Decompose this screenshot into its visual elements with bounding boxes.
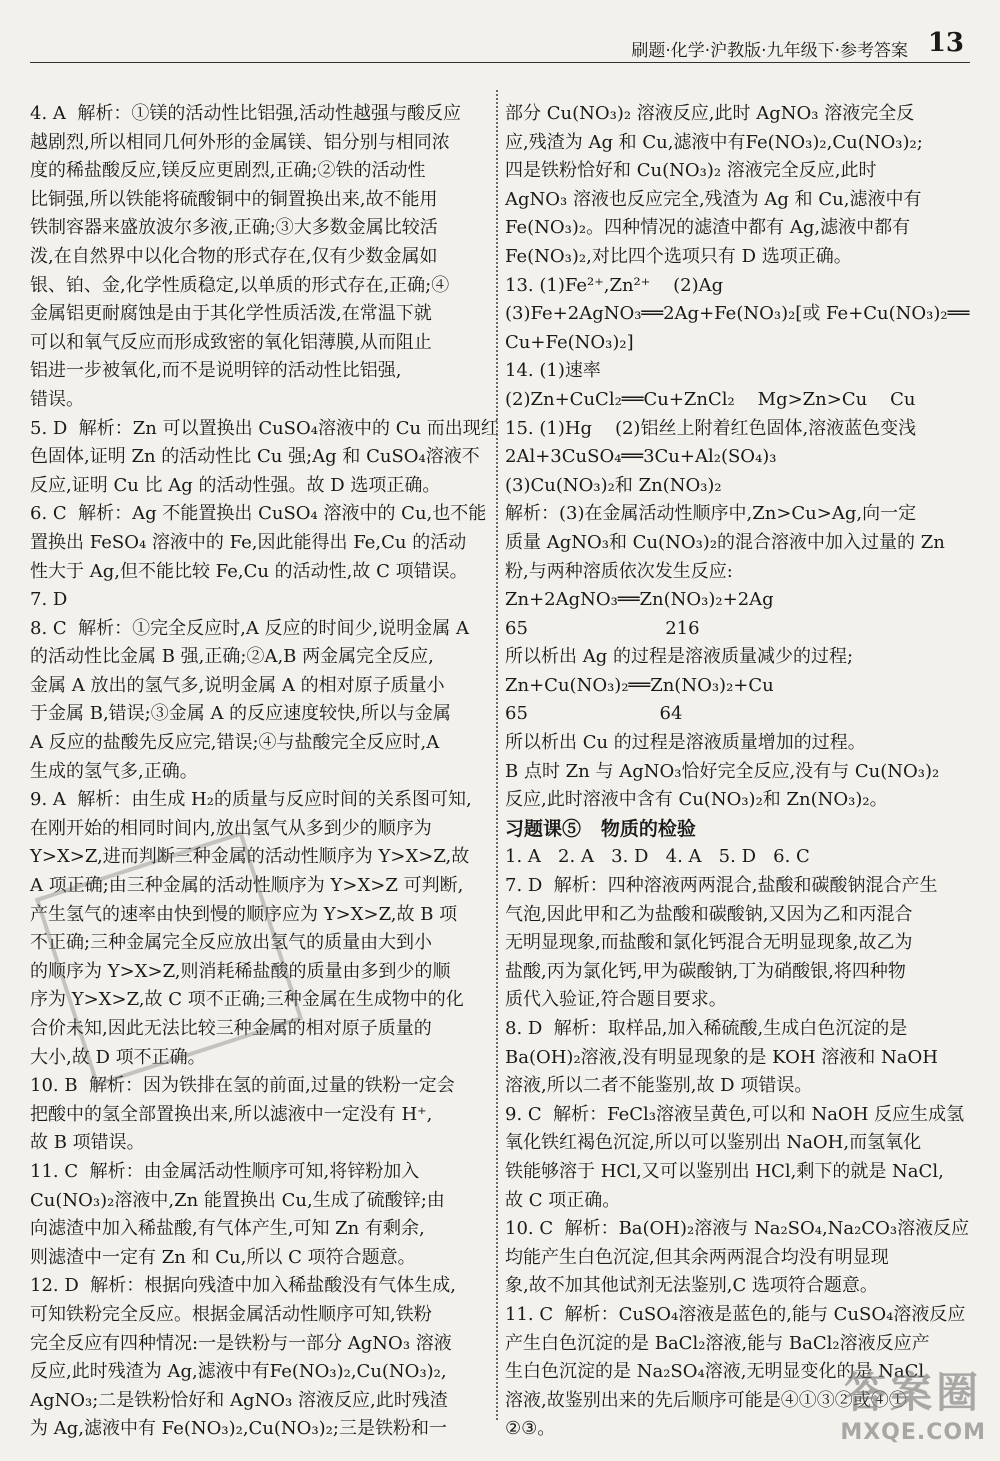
- text-line: 向滤渣中加入稀盐酸,有气体产生,可知 Zn 有剩余,: [30, 1218, 425, 1240]
- text-line: 置换出 FeSO₄ 溶液中的 Fe,因此能得出 Fe,Cu 的活动: [30, 531, 467, 553]
- text-line: Zn+2AgNO₃══Zn(NO₃)₂+2Ag: [505, 589, 774, 611]
- text-line: 8. C 解析：①完全反应时,A 反应的时间少,说明金属 A: [30, 617, 469, 639]
- text-line: 越剧烈,所以相同几何外形的金属镁、铝分别与相同浓: [30, 131, 450, 153]
- text-line: 度的稀盐酸反应,镁反应更剧烈,正确;②铁的活动性: [30, 160, 426, 182]
- text-line: 粉,与两种溶质依次发生反应:: [505, 560, 733, 582]
- text-line: 所以析出 Ag 的过程是溶液质量减少的过程;: [505, 646, 854, 668]
- text-line: 9. A 解析：由生成 H₂的质量与反应时间的关系图可知,: [30, 789, 472, 811]
- text-line: 铁能够溶于 HCl,又可以鉴别出 HCl,剩下的就是 NaCl,: [505, 1160, 944, 1182]
- text-line: 于金属 B,错误;③金属 A 的反应速度较快,所以与金属: [30, 703, 451, 725]
- text-line: 11. C 解析：由金属活动性顺序可知,将锌粉加入: [30, 1160, 420, 1182]
- text-line: ②③。: [505, 1418, 556, 1440]
- text-line: 10. B 解析：因为铁排在氢的前面,过量的铁粉一定会: [30, 1075, 455, 1097]
- text-line: Zn+Cu(NO₃)₂══Zn(NO₃)₂+Cu: [505, 674, 774, 696]
- text-line: 7. D 解析：四种溶液两两混合,盐酸和碳酸钠混合产生: [505, 875, 938, 897]
- text-line: 象,故不加其他试剂无法鉴别,C 选项符合题意。: [505, 1275, 878, 1297]
- text-line: 11. C 解析：CuSO₄溶液是蓝色的,能与 CuSO₄溶液反应: [505, 1303, 966, 1325]
- text-line: 生成的氢气多,正确。: [30, 760, 198, 782]
- text-line: Fe(NO₃)₂。四种情况的滤渣中都有 Ag,滤液中都有: [505, 217, 911, 239]
- watermark-url: MXQE.COM: [840, 1420, 986, 1445]
- text-line: 合价未知,因此无法比较三种金属的相对原子质量的: [30, 1018, 432, 1039]
- text-line: 10. C 解析：Ba(OH)₂溶液与 Na₂SO₄,Na₂CO₃溶液反应: [505, 1218, 970, 1240]
- text-line: 8. D 解析：取样品,加入稀硫酸,生成白色沉淀的是: [505, 1018, 908, 1039]
- text-line: 错误。: [30, 388, 84, 410]
- text-line: Cu+Fe(NO₃)₂]: [505, 331, 634, 353]
- text-line: 四是铁粉恰好和 Cu(NO₃)₂ 溶液完全反应,此时: [505, 160, 877, 182]
- text-line: 7. D: [30, 589, 68, 611]
- text-line: 1. A 2. A 3. D 4. A 5. D 6. C: [505, 846, 810, 868]
- text-line: 质量 AgNO₃和 Cu(NO₃)₂的混合溶液中加入过量的 Zn: [505, 531, 945, 553]
- text-line: 产生白色沉淀的是 BaCl₂溶液,能与 BaCl₂溶液反应产: [505, 1332, 930, 1354]
- text-line: 的顺序为 Y>X>Z,则消耗稀盐酸的质量由多到少的顺: [30, 960, 451, 982]
- text-line: 反应,此时残渣为 Ag,滤液中有Fe(NO₃)₂,Cu(NO₃)₂,: [30, 1361, 447, 1383]
- text-line: 所以析出 Cu 的过程是溶液质量增加的过程。: [505, 732, 866, 754]
- text-line: 15. (1)Hg (2)铝丝上附着红色固体,溶液蓝色变浅: [505, 417, 917, 439]
- text-line: 65 64: [505, 703, 683, 725]
- text-line: 完全反应有四种情况:一是铁粉与一部分 AgNO₃ 溶液: [30, 1332, 452, 1354]
- text-line: 无明显现象,而盐酸和氯化钙混合无明显现象,故乙为: [505, 932, 913, 954]
- text-line: 氧化铁红褐色沉淀,所以可以鉴别出 NaOH,而氢氧化: [505, 1132, 922, 1154]
- text-line: (3)Cu(NO₃)₂和 Zn(NO₃)₂: [505, 474, 722, 496]
- text-line: 在刚开始的相同时间内,放出氢气从多到少的顺序为: [30, 817, 432, 839]
- text-line: 9. C 解析：FeCl₃溶液呈黄色,可以和 NaOH 反应生成氢: [505, 1103, 965, 1125]
- page-header: [30, 18, 970, 63]
- text-line: 13. (1)Fe²⁺,Zn²⁺ (2)Ag: [505, 274, 724, 296]
- text-line: 产生氢气的速率由快到慢的顺序应为 Y>X>Z,故 B 项: [30, 903, 458, 925]
- text-line: 泼,在自然界中以化合物的形式存在,仅有少数金属如: [30, 245, 438, 267]
- text-line: 比铜强,所以铁能将硫酸铜中的铜置换出来,故不能用: [30, 188, 438, 210]
- text-line: Cu(NO₃)₂溶液中,Zn 能置换出 Cu,生成了硫酸锌;由: [30, 1189, 445, 1211]
- text-line: 铁制容器来盛放波尔多液,正确;③大多数金属比较活: [30, 217, 438, 239]
- text-line: 大小,故 D 项不正确。: [30, 1046, 206, 1068]
- text-line: 2Al+3CuSO₄══3Cu+Al₂(SO₄)₃: [505, 446, 777, 468]
- page-number: 13: [927, 28, 964, 58]
- text-line: Fe(NO₃)₂,对比四个选项只有 D 选项正确。: [505, 245, 852, 267]
- text-line: A 反应的盐酸先反应完,错误;④与盐酸完全反应时,A: [30, 732, 440, 754]
- text-line: 可以和氧气反应而形成致密的氧化铝薄膜,从而阻止: [30, 331, 432, 353]
- text-line: Y>X>Z,进而判断三种金属的活动性顺序为 Y>X>Z,故: [30, 846, 470, 868]
- text-line: AgNO₃ 溶液也反应完全,残渣为 Ag 和 Cu,滤液中有: [505, 188, 922, 210]
- text-line: 5. D 解析：Zn 可以置换出 CuSO₄溶液中的 Cu 而出现红: [30, 417, 499, 439]
- text-line: 反应,此时溶液中含有 Cu(NO₃)₂和 Zn(NO₃)₂。: [505, 789, 888, 811]
- text-line: 解析：(3)在金属活动性顺序中,Zn>Cu>Ag,向一定: [505, 503, 917, 525]
- text-line: 反应,证明 Cu 比 Ag 的活动性强。故 D 选项正确。: [30, 474, 441, 496]
- text-line: 故 C 项正确。: [505, 1189, 621, 1211]
- watermark: [840, 1360, 986, 1445]
- text-line: B 点时 Zn 与 AgNO₃恰好完全反应,没有与 Cu(NO₃)₂: [505, 760, 940, 782]
- text-line: 金属铝更耐腐蚀是由于其化学性质活泼,在常温下就: [30, 303, 432, 325]
- text-line: 65 216: [505, 617, 700, 639]
- header-title: 刷题·化学·沪教版·九年级下·参考答案: [631, 41, 908, 61]
- text-line: 12. D 解析：根据向残渣中加入稀盐酸没有气体生成,: [30, 1275, 456, 1297]
- text-line: 可知铁粉完全反应。根据金属活动性顺序可知,铁粉: [30, 1303, 432, 1325]
- text-line: 均能产生白色沉淀,但其余两两混合均没有明显现: [505, 1246, 889, 1268]
- text-line: 把酸中的氢全部置换出来,所以滤液中一定没有 H⁺,: [30, 1103, 433, 1125]
- text-line: 铝进一步被氧化,而不是说明锌的活动性比铝强,: [30, 360, 402, 382]
- text-line: 溶液,所以二者不能鉴别,故 D 项错误。: [505, 1075, 813, 1097]
- left-column: [30, 100, 499, 1444]
- text-line: 应,残渣为 Ag 和 Cu,滤液中有Fe(NO₃)₂,Cu(NO₃)₂;: [505, 131, 923, 153]
- text-line: 的活动性比金属 B 强,正确;②A,B 两金属完全反应,: [30, 646, 434, 668]
- text-line: A 项正确;由三种金属的活动性顺序为 Y>X>Z 可判断,: [30, 875, 464, 897]
- text-line: Ba(OH)₂溶液,没有明显现象的是 KOH 溶液和 NaOH: [505, 1046, 938, 1068]
- text-line: 气泡,因此甲和乙为盐酸和碳酸钠,又因为乙和丙混合: [505, 903, 913, 925]
- text-line: 色固体,证明 Zn 的活动性比 Cu 强;Ag 和 CuSO₄溶液不: [30, 446, 480, 468]
- text-line: 生白色沉淀的是 Na₂SO₄溶液,无明显变化的是 NaCl: [505, 1361, 925, 1383]
- column-divider: [496, 90, 498, 1420]
- text-line: 为 Ag,滤液中有 Fe(NO₃)₂,Cu(NO₃)₂;三是铁粉和一: [30, 1418, 447, 1440]
- text-line: 序为 Y>X>Z,故 C 项不正确;三种金属在生成物中的化: [30, 989, 464, 1011]
- text-line: 银、铂、金,化学性质稳定,以单质的形式存在,正确;④: [30, 274, 450, 296]
- text-line: 部分 Cu(NO₃)₂ 溶液反应,此时 AgNO₃ 溶液完全反: [505, 103, 915, 124]
- watermark-logo: 答案圈: [844, 1368, 983, 1417]
- text-line: AgNO₃;二是铁粉恰好和 AgNO₃ 溶液反应,此时残渣: [30, 1389, 448, 1411]
- text-line: 质代入验证,符合题目要求。: [505, 989, 727, 1011]
- text-line: 故 B 项错误。: [30, 1132, 145, 1154]
- text-line: (3)Fe+2AgNO₃══2Ag+Fe(NO₃)₂[或 Fe+Cu(NO₃)₂══: [505, 303, 970, 325]
- text-line: 盐酸,丙为氯化钙,甲为碳酸钠,丁为硝酸银,将四种物: [505, 960, 906, 982]
- text-line: 溶液,故鉴别出来的先后顺序可能是④①③②或④①: [505, 1389, 907, 1411]
- text-line: 不正确;三种金属完全反应放出氢气的质量由大到小: [30, 932, 433, 954]
- text-line: 14. (1)速率: [505, 360, 601, 382]
- text-line: 习题课⑤ 物质的检验: [505, 817, 696, 840]
- text-line: (2)Zn+CuCl₂══Cu+ZnCl₂ Mg>Zn>Cu Cu: [505, 388, 916, 410]
- text-line: 6. C 解析：Ag 不能置换出 CuSO₄ 溶液中的 Cu,也不能: [30, 503, 487, 525]
- text-line: 则滤渣中一定有 Zn 和 Cu,所以 C 项符合题意。: [30, 1246, 416, 1268]
- right-column: [505, 100, 970, 1444]
- text-line: 性大于 Ag,但不能比较 Fe,Cu 的活动性,故 C 项错误。: [30, 560, 468, 582]
- text-line: 4. A 解析：①镁的活动性比铝强,活动性越强与酸反应: [30, 103, 462, 124]
- text-line: 金属 A 放出的氢气多,说明金属 A 的相对原子质量小: [30, 674, 445, 696]
